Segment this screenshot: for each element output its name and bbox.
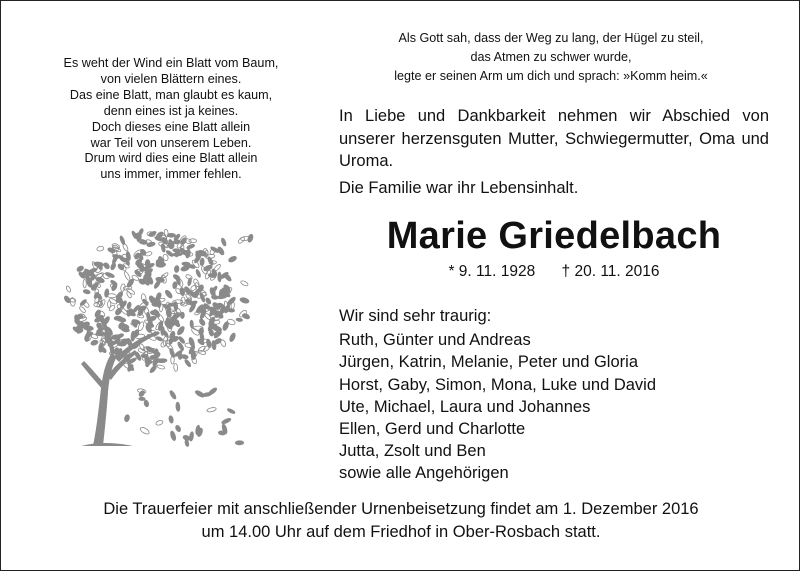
poem-line: Drum wird dies eine Blatt allein	[84, 151, 258, 166]
death-date: † 20. 11. 2016	[561, 263, 660, 280]
quote-line: Als Gott sah, dass der Weg zu lang, der Hügel zu steil,	[398, 31, 704, 45]
birth-date: * 9. 11. 1928	[448, 263, 536, 280]
intro-text: In Liebe und Dankbarkeit nehmen wir Abschied von unserer herzensguten Mutter, Schwiegermutter, Oma und Uroma.	[339, 107, 769, 170]
poem-line: Doch dieses eine Blatt allein	[91, 119, 251, 134]
quote-line: legte er seinen Arm um dich und sprach: »Komm heim.«	[394, 69, 708, 83]
quote-line: das Atmen zu schwer wurde,	[470, 50, 632, 64]
poem-line: von vielen Blättern eines.	[100, 71, 242, 86]
tree-leaves	[63, 228, 254, 447]
mourner-line: Ellen, Gerd und Charlotte	[339, 420, 526, 439]
poem-line: Es weht der Wind ein Blatt vom Baum,	[63, 56, 279, 70]
ceremony-line: um 14.00 Uhr auf dem Friedhof in Ober-Rosbach statt.	[201, 523, 601, 541]
mourner-line: Ute, Michael, Laura und Johannes	[339, 397, 591, 416]
poem-line: war Teil von unserem Leben.	[90, 135, 252, 150]
poem-line: uns immer, immer fehlen.	[100, 167, 242, 182]
windblown-tree-icon	[41, 206, 256, 456]
ceremony-info	[1, 498, 800, 544]
poem-line: denn eines ist ja keines.	[103, 103, 239, 118]
ceremony-line: Die Trauerfeier mit anschließender Urnenbeisetzung findet am 1. Dezember 2016	[103, 500, 699, 518]
mourner-line: Jürgen, Katrin, Melanie, Peter und Gloria	[339, 353, 638, 372]
mourners-lead: Wir sind sehr traurig:	[339, 307, 492, 325]
mourners-list	[339, 305, 656, 485]
mourner-line: Ruth, Günter und Andreas	[339, 331, 531, 350]
life-dates	[339, 262, 769, 282]
quote	[341, 29, 761, 86]
poem-line: Das eine Blatt, man glaubt es kaum,	[69, 87, 273, 102]
poem	[21, 56, 321, 183]
mourner-line: Jutta, Zsolt und Ben	[339, 442, 486, 461]
family-line: Die Familie war ihr Lebensinhalt.	[339, 179, 579, 197]
deceased-name: Marie Griedelbach	[386, 215, 722, 257]
mourner-line: Horst, Gaby, Simon, Mona, Luke und David	[339, 375, 657, 394]
mourner-line: sowie alle Angehörigen	[339, 464, 509, 483]
